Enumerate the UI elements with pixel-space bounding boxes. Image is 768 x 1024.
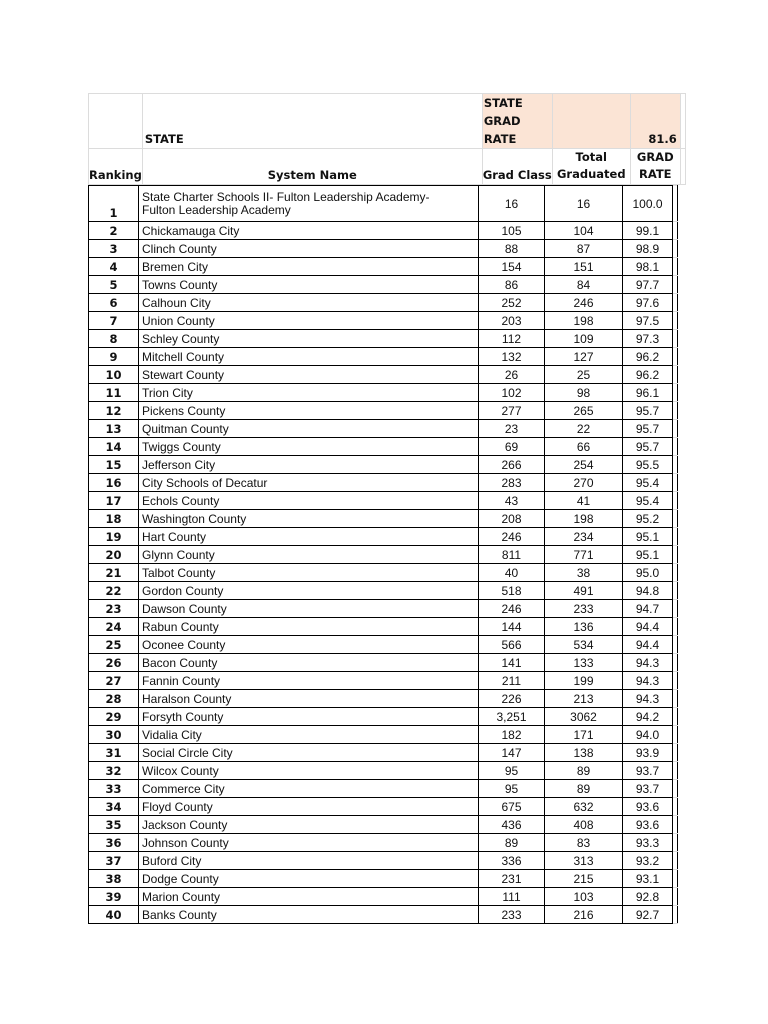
system-name-cell: Bacon County [139,654,479,672]
grad-class-cell: 88 [479,240,545,258]
system-name-cell: Trion City [139,384,479,402]
rank-cell: 6 [89,294,139,312]
state-grad-rate-value: 81.6 [630,94,680,149]
total-graduated-cell: 41 [545,492,623,510]
grad-class-cell: 141 [479,654,545,672]
total-graduated-cell: 215 [545,870,623,888]
grad-class-cell: 182 [479,726,545,744]
total-graduated-cell: 534 [545,636,623,654]
grad-class-cell: 95 [479,780,545,798]
system-name-cell: Echols County [139,492,479,510]
data-table-body [89,186,678,924]
total-graduated-cell: 216 [545,906,623,924]
total-graduated-cell: 25 [545,366,623,384]
system-name-cell: Stewart County [139,366,479,384]
table-row [89,888,678,906]
system-name-cell: Union County [139,312,479,330]
system-name-cell: Schley County [139,330,479,348]
grad-rate-cell: 94.2 [623,708,673,726]
state-grad-rate-line1: STATE [483,96,523,110]
rank-cell: 14 [89,438,139,456]
table-row [89,870,678,888]
rank-cell: 10 [89,366,139,384]
column-header-row [89,149,686,185]
system-name-cell: Commerce City [139,780,479,798]
table-row [89,438,678,456]
state-grad-rate-label [482,94,552,149]
grad-rate-cell: 94.4 [623,618,673,636]
total-graduated-cell: 104 [545,222,623,240]
rank-cell: 29 [89,708,139,726]
rank-cell: 19 [89,528,139,546]
grad-rate-line1: GRAD [636,150,674,164]
total-graduated-cell: 22 [545,420,623,438]
grad-rate-cell: 95.4 [623,492,673,510]
system-name-cell: Dodge County [139,870,479,888]
grad-class-cell: 246 [479,528,545,546]
table-row [89,798,678,816]
total-graduated-cell: 233 [545,600,623,618]
system-name-cell: Jefferson City [139,456,479,474]
system-name-cell: Wilcox County [139,762,479,780]
rank-cell: 2 [89,222,139,240]
rank-cell: 3 [89,240,139,258]
grad-class-cell: 111 [479,888,545,906]
rank-cell: 36 [89,834,139,852]
grad-class-cell: 246 [479,600,545,618]
system-name-cell: Mitchell County [139,348,479,366]
total-graduated-cell: 127 [545,348,623,366]
table-row [89,222,678,240]
column-header-grad-rate [630,149,680,185]
rank-cell: 9 [89,348,139,366]
grad-rate-cell: 94.3 [623,672,673,690]
system-name-cell: Twiggs County [139,438,479,456]
rank-cell: 28 [89,690,139,708]
grad-rate-cell: 95.7 [623,420,673,438]
total-graduated-line2: Graduated [556,167,626,181]
rank-cell: 1 [89,186,139,222]
rank-cell: 23 [89,600,139,618]
system-name-cell: Calhoun City [139,294,479,312]
total-graduated-cell: 198 [545,510,623,528]
system-name-cell [139,186,479,222]
rank-cell: 20 [89,546,139,564]
grad-rate-cell: 94.4 [623,636,673,654]
table-row [89,744,678,762]
total-graduated-cell: 133 [545,654,623,672]
rank-cell: 38 [89,870,139,888]
total-graduated-cell: 254 [545,456,623,474]
grad-rate-cell: 94.8 [623,582,673,600]
total-graduated-cell: 246 [545,294,623,312]
total-graduated-cell: 84 [545,276,623,294]
grad-class-cell: 86 [479,276,545,294]
grad-class-cell: 147 [479,744,545,762]
total-graduated-cell: 66 [545,438,623,456]
rank-cell: 27 [89,672,139,690]
system-name-cell: Washington County [139,510,479,528]
grad-rate-cell: 93.9 [623,744,673,762]
grad-class-cell: 40 [479,564,545,582]
table-row [89,276,678,294]
rank-cell: 13 [89,420,139,438]
spreadsheet [88,93,686,924]
table-row [89,492,678,510]
total-graduated-cell: 38 [545,564,623,582]
grad-rate-cell: 100.0 [623,186,673,222]
grad-rate-cell: 99.1 [623,222,673,240]
grad-class-cell: 203 [479,312,545,330]
total-graduated-cell: 408 [545,816,623,834]
system-name-cell: Towns County [139,276,479,294]
system-name-cell: Pickens County [139,402,479,420]
system-name-cell: Marion County [139,888,479,906]
table-row [89,834,678,852]
table-row [89,654,678,672]
total-graduated-cell: 151 [545,258,623,276]
total-graduated-cell: 3062 [545,708,623,726]
grad-rate-cell: 96.2 [623,366,673,384]
rank-cell: 26 [89,654,139,672]
grad-rate-cell: 95.1 [623,528,673,546]
total-graduated-cell: 89 [545,762,623,780]
system-name-line2: Fulton Leadership Academy [142,202,291,217]
total-graduated-cell: 109 [545,330,623,348]
state-grad-rate-line3: RATE [483,132,517,146]
grad-rate-cell: 94.0 [623,726,673,744]
grad-class-cell: 211 [479,672,545,690]
system-name-cell: Clinch County [139,240,479,258]
table-row [89,762,678,780]
column-header-grad-class: Grad Class [482,149,552,185]
table-row [89,528,678,546]
grad-class-cell: 112 [479,330,545,348]
grad-rate-cell: 95.4 [623,474,673,492]
rank-cell: 32 [89,762,139,780]
table-row [89,402,678,420]
grad-rate-cell: 95.7 [623,438,673,456]
rank-cell: 40 [89,906,139,924]
grad-class-cell: 26 [479,366,545,384]
grad-class-cell: 43 [479,492,545,510]
grad-rate-cell: 93.1 [623,870,673,888]
system-name-cell: Floyd County [139,798,479,816]
grad-rate-cell: 98.9 [623,240,673,258]
system-name-cell: Fannin County [139,672,479,690]
system-name-cell: Haralson County [139,690,479,708]
grad-rate-cell: 94.7 [623,600,673,618]
table-row [89,510,678,528]
system-name-cell: Bremen City [139,258,479,276]
system-name-cell: Johnson County [139,834,479,852]
table-row [89,636,678,654]
total-graduated-cell: 87 [545,240,623,258]
grad-class-cell: 132 [479,348,545,366]
total-graduated-cell: 103 [545,888,623,906]
grad-rate-cell: 95.1 [623,546,673,564]
grad-class-cell: 675 [479,798,545,816]
grad-rate-cell: 93.7 [623,762,673,780]
table-row [89,672,678,690]
total-graduated-cell: 83 [545,834,623,852]
grad-class-cell: 89 [479,834,545,852]
grad-class-cell: 231 [479,870,545,888]
table-row [89,312,678,330]
table-row [89,816,678,834]
state-label: STATE [142,94,482,149]
grad-rate-cell: 92.8 [623,888,673,906]
rank-cell: 5 [89,276,139,294]
table-row [89,348,678,366]
grad-class-cell: 154 [479,258,545,276]
table-row [89,852,678,870]
state-header-row [89,94,686,149]
rank-cell: 39 [89,888,139,906]
rank-cell: 35 [89,816,139,834]
system-name-cell: Jackson County [139,816,479,834]
grad-rate-cell: 95.7 [623,402,673,420]
rank-cell: 24 [89,618,139,636]
grad-rate-cell: 97.3 [623,330,673,348]
total-graduated-cell: 213 [545,690,623,708]
system-name-cell: Quitman County [139,420,479,438]
table-row [89,708,678,726]
system-name-cell: Hart County [139,528,479,546]
grad-rate-cell: 94.3 [623,690,673,708]
rank-cell: 33 [89,780,139,798]
total-graduated-cell: 313 [545,852,623,870]
grad-rate-cell: 95.0 [623,564,673,582]
grad-rate-cell: 95.5 [623,456,673,474]
rank-cell: 17 [89,492,139,510]
system-name-cell: Dawson County [139,600,479,618]
system-name-cell: Buford City [139,852,479,870]
table-row [89,456,678,474]
total-graduated-cell: 138 [545,744,623,762]
table-row [89,546,678,564]
total-graduated-cell: 16 [545,186,623,222]
total-graduated-cell: 270 [545,474,623,492]
grad-class-cell: 102 [479,384,545,402]
grad-class-cell: 266 [479,456,545,474]
state-grad-rate-line2: GRAD [483,114,521,128]
rank-cell: 31 [89,744,139,762]
grad-class-cell: 69 [479,438,545,456]
table-row [89,330,678,348]
table-row [89,366,678,384]
grad-rate-cell: 93.6 [623,816,673,834]
system-name-cell: Glynn County [139,546,479,564]
system-name-cell: Banks County [139,906,479,924]
rank-cell: 34 [89,798,139,816]
rank-cell: 16 [89,474,139,492]
table-row [89,384,678,402]
table-row [89,186,678,222]
grad-class-cell: 233 [479,906,545,924]
grad-rate-cell: 96.1 [623,384,673,402]
total-graduated-cell: 89 [545,780,623,798]
total-graduated-cell: 198 [545,312,623,330]
rank-cell: 21 [89,564,139,582]
system-name-cell: Gordon County [139,582,479,600]
grad-class-cell: 208 [479,510,545,528]
grad-class-cell: 226 [479,690,545,708]
total-graduated-line1: Total [575,150,607,164]
system-name-cell: Chickamauga City [139,222,479,240]
total-graduated-cell: 199 [545,672,623,690]
header-table [88,93,686,185]
grad-rate-cell: 97.7 [623,276,673,294]
column-header-ranking: Ranking [89,149,143,185]
table-row [89,240,678,258]
table-row [89,258,678,276]
table-row [89,906,678,924]
grad-rate-cell: 97.5 [623,312,673,330]
rank-cell: 15 [89,456,139,474]
system-name-cell: Oconee County [139,636,479,654]
total-graduated-cell: 234 [545,528,623,546]
grad-class-cell: 3,251 [479,708,545,726]
grad-rate-cell: 96.2 [623,348,673,366]
table-row [89,600,678,618]
grad-class-cell: 277 [479,402,545,420]
total-graduated-cell: 171 [545,726,623,744]
table-row [89,420,678,438]
grad-class-cell: 144 [479,618,545,636]
system-name-cell: Social Circle City [139,744,479,762]
system-name-cell: City Schools of Decatur [139,474,479,492]
data-table [88,185,678,924]
grad-class-cell: 105 [479,222,545,240]
grad-class-cell: 566 [479,636,545,654]
system-name-cell: Rabun County [139,618,479,636]
grad-rate-cell: 93.3 [623,834,673,852]
table-row [89,582,678,600]
grad-class-cell: 23 [479,420,545,438]
total-graduated-cell: 771 [545,546,623,564]
rank-cell: 12 [89,402,139,420]
rank-cell: 22 [89,582,139,600]
system-name-line1: State Charter Schools II- Fulton Leadership Academy- [142,189,430,204]
rank-cell: 4 [89,258,139,276]
table-row [89,564,678,582]
grad-class-cell: 436 [479,816,545,834]
rank-cell: 8 [89,330,139,348]
grad-rate-line2: RATE [638,167,672,181]
total-graduated-cell: 632 [545,798,623,816]
grad-class-cell: 252 [479,294,545,312]
total-graduated-cell: 265 [545,402,623,420]
grad-class-cell: 283 [479,474,545,492]
column-header-total-graduated [552,149,630,185]
grad-class-cell: 95 [479,762,545,780]
total-graduated-cell: 491 [545,582,623,600]
grad-rate-cell: 93.7 [623,780,673,798]
table-row [89,294,678,312]
grad-class-cell: 336 [479,852,545,870]
grad-rate-cell: 95.2 [623,510,673,528]
grad-rate-cell: 92.7 [623,906,673,924]
total-graduated-cell: 136 [545,618,623,636]
rank-cell: 37 [89,852,139,870]
grad-class-cell: 518 [479,582,545,600]
grad-rate-cell: 93.6 [623,798,673,816]
table-row [89,618,678,636]
table-row [89,690,678,708]
grad-rate-cell: 94.3 [623,654,673,672]
column-header-system-name: System Name [142,149,482,185]
rank-cell: 25 [89,636,139,654]
grad-rate-cell: 93.2 [623,852,673,870]
rank-cell: 30 [89,726,139,744]
table-row [89,474,678,492]
rank-cell: 7 [89,312,139,330]
grad-rate-cell: 98.1 [623,258,673,276]
table-row [89,780,678,798]
rank-cell: 18 [89,510,139,528]
grad-class-cell: 811 [479,546,545,564]
rank-cell: 11 [89,384,139,402]
system-name-cell: Forsyth County [139,708,479,726]
total-graduated-cell: 98 [545,384,623,402]
grad-rate-cell: 97.6 [623,294,673,312]
grad-class-cell: 16 [479,186,545,222]
system-name-cell: Vidalia City [139,726,479,744]
system-name-cell: Talbot County [139,564,479,582]
table-row [89,726,678,744]
